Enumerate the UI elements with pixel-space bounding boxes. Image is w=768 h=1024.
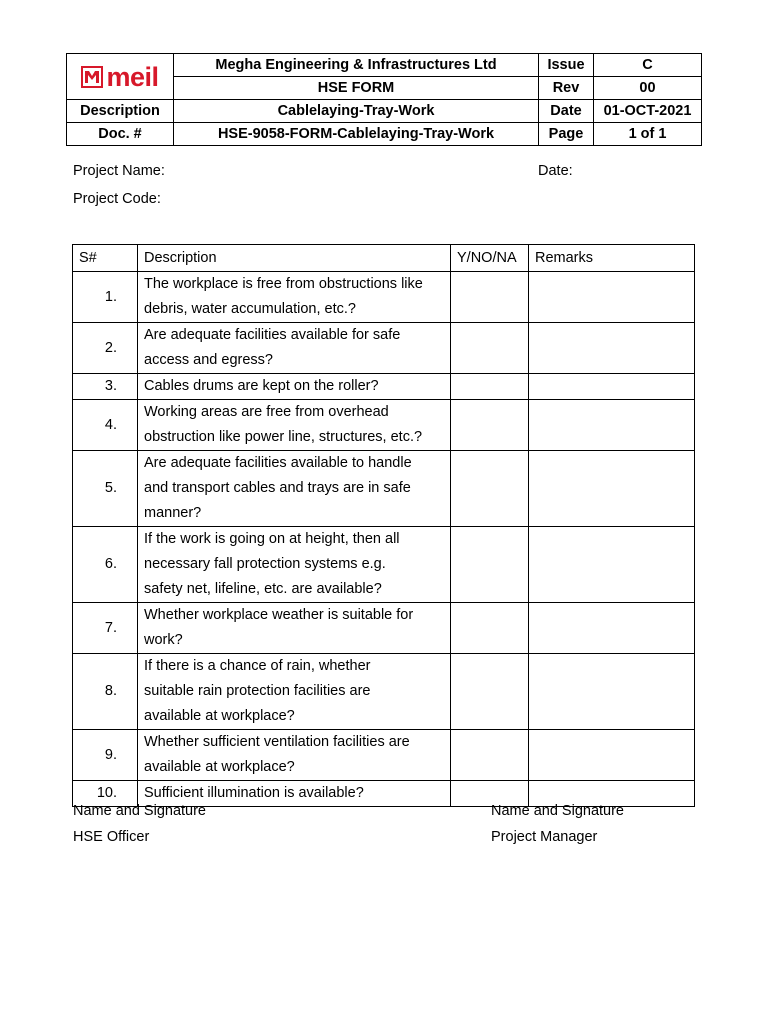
row-description-line: safety net, lifeline, etc. are available? — [144, 581, 382, 597]
row-description-line: Whether workplace weather is suitable for — [144, 607, 414, 623]
row-description — [138, 400, 451, 451]
row-description-line: Are adequate facilities available for safe — [144, 327, 401, 343]
response-cell[interactable] — [451, 374, 529, 400]
doc-label: Doc. # — [67, 123, 174, 146]
row-description-line: debris, water accumulation, etc.? — [144, 301, 356, 317]
hse-officer-role: HSE Officer — [73, 829, 150, 845]
project-manager-signature-label: Name and Signature — [491, 803, 624, 819]
rev-label: Rev — [539, 77, 594, 100]
row-description-line: Working areas are free from overhead — [144, 404, 389, 420]
column-header-remarks: Remarks — [529, 245, 695, 272]
issue-value: C — [594, 54, 702, 77]
date-label: Date — [539, 100, 594, 123]
row-description-line: If the work is going on at height, then all — [144, 531, 400, 547]
row-description-line: Sufficient illumination is available? — [144, 785, 364, 801]
row-description-line: available at workplace? — [144, 759, 295, 775]
row-number: 3. — [73, 374, 138, 400]
row-number: 4. — [73, 400, 138, 451]
row-number: 10. — [73, 781, 138, 807]
issue-label: Issue — [539, 54, 594, 77]
checklist-row — [73, 730, 695, 781]
remarks-cell[interactable] — [529, 272, 695, 323]
row-number: 6. — [73, 527, 138, 603]
response-cell[interactable] — [451, 730, 529, 781]
project-name-label: Project Name: — [73, 163, 165, 179]
checklist-row — [73, 654, 695, 730]
remarks-cell[interactable] — [529, 400, 695, 451]
row-number: 2. — [73, 323, 138, 374]
row-description-line: The workplace is free from obstructions like — [144, 276, 423, 292]
response-cell[interactable] — [451, 603, 529, 654]
row-description-line: necessary fall protection systems e.g. — [144, 556, 386, 572]
page-value: 1 of 1 — [594, 123, 702, 146]
row-description-line: manner? — [144, 505, 202, 521]
row-description — [138, 451, 451, 527]
row-number: 8. — [73, 654, 138, 730]
row-description-line: obstruction like power line, structures, etc.? — [144, 429, 423, 445]
description-value: Cablelaying-Tray-Work — [174, 100, 539, 123]
remarks-cell[interactable] — [529, 451, 695, 527]
checklist-table — [72, 244, 695, 807]
response-cell[interactable] — [451, 527, 529, 603]
row-number: 1. — [73, 272, 138, 323]
checklist-row — [73, 374, 695, 400]
doc-value: HSE-9058-FORM-Cablelaying-Tray-Work — [174, 123, 539, 146]
row-description-line: Whether sufficient ventilation facilities are — [144, 734, 410, 750]
remarks-cell[interactable] — [529, 730, 695, 781]
form-type: HSE FORM — [174, 77, 539, 100]
remarks-cell[interactable] — [529, 527, 695, 603]
project-code-label: Project Code: — [73, 191, 161, 207]
checklist-row — [73, 603, 695, 654]
response-cell[interactable] — [451, 654, 529, 730]
row-description-line: work? — [144, 632, 183, 648]
column-header-response: Y/NO/NA — [451, 245, 529, 272]
row-description — [138, 730, 451, 781]
date-value: 01-OCT-2021 — [594, 100, 702, 123]
response-cell[interactable] — [451, 272, 529, 323]
row-description — [138, 374, 451, 400]
row-description-line: Are adequate facilities available to handle — [144, 455, 412, 471]
remarks-cell[interactable] — [529, 323, 695, 374]
row-number: 7. — [73, 603, 138, 654]
column-header-description: Description — [138, 245, 451, 272]
response-cell[interactable] — [451, 451, 529, 527]
row-description — [138, 654, 451, 730]
checklist-header-row — [73, 245, 695, 272]
hse-officer-signature-label: Name and Signature — [73, 803, 206, 819]
row-number: 9. — [73, 730, 138, 781]
checklist-row — [73, 527, 695, 603]
project-date-label: Date: — [538, 163, 573, 179]
description-label: Description — [67, 100, 174, 123]
row-description-line: Cables drums are kept on the roller? — [144, 378, 379, 394]
company-name: Megha Engineering & Infrastructures Ltd — [174, 54, 539, 77]
row-description — [138, 272, 451, 323]
logo-wordmark: meil — [106, 61, 159, 92]
checklist-row — [73, 272, 695, 323]
response-cell[interactable] — [451, 400, 529, 451]
rev-value: 00 — [594, 77, 702, 100]
page-label: Page — [539, 123, 594, 146]
row-description-line: access and egress? — [144, 352, 273, 368]
row-description — [138, 527, 451, 603]
response-cell[interactable] — [451, 323, 529, 374]
row-description-line: suitable rain protection facilities are — [144, 683, 371, 699]
row-description-line: and transport cables and trays are in safe — [144, 480, 411, 496]
row-description — [138, 603, 451, 654]
row-number: 5. — [73, 451, 138, 527]
checklist-row — [73, 400, 695, 451]
checklist-row — [73, 323, 695, 374]
remarks-cell[interactable] — [529, 654, 695, 730]
document-header-table — [66, 53, 702, 146]
remarks-cell[interactable] — [529, 603, 695, 654]
column-header-sno: S# — [73, 245, 138, 272]
row-description-line: If there is a chance of rain, whether — [144, 658, 371, 674]
project-manager-role: Project Manager — [491, 829, 598, 845]
meil-logo-icon — [81, 65, 103, 89]
checklist-row — [73, 451, 695, 527]
company-logo — [67, 54, 174, 100]
row-description — [138, 323, 451, 374]
remarks-cell[interactable] — [529, 374, 695, 400]
row-description-line: available at workplace? — [144, 708, 295, 724]
